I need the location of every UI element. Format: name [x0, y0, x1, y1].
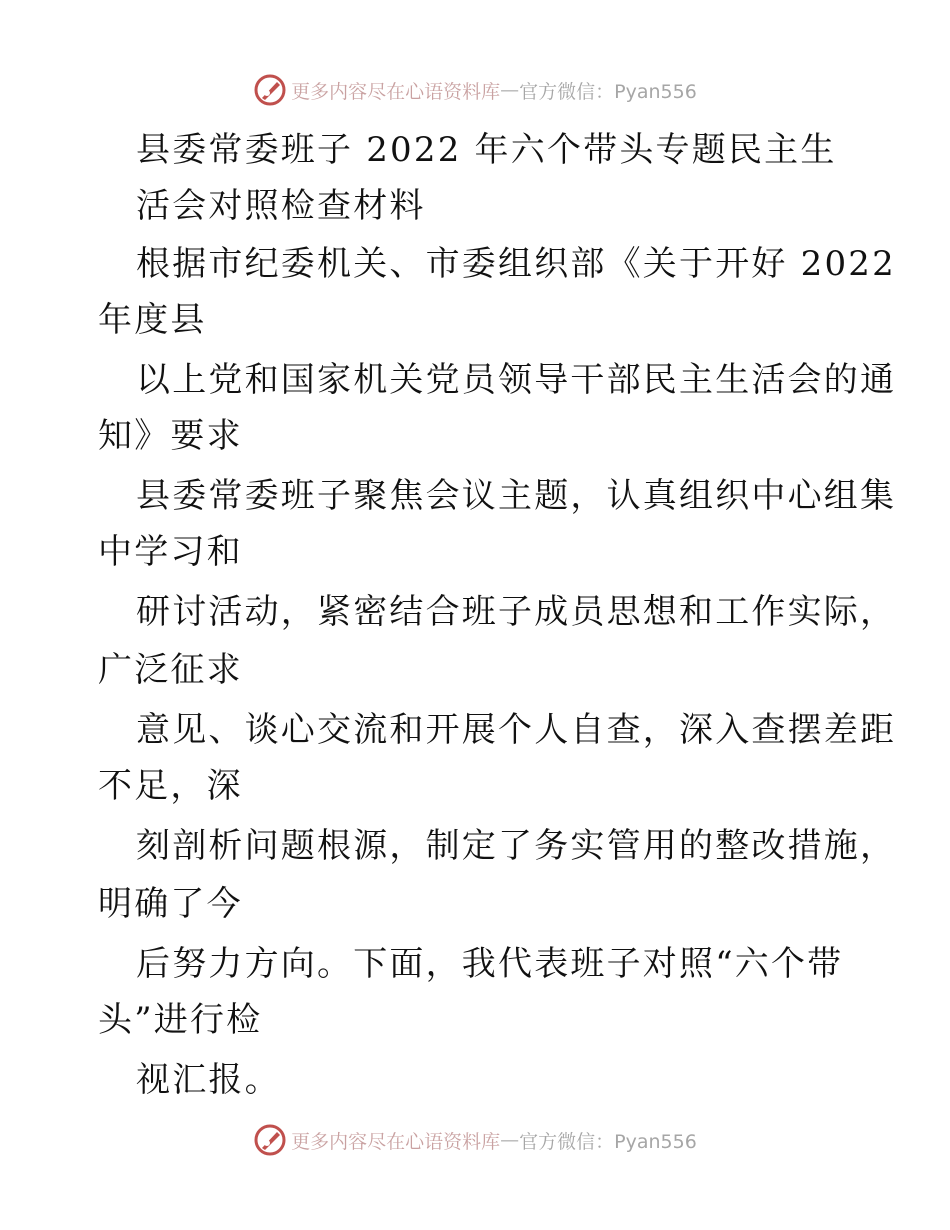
- paragraph-line: 意见、谈心交流和开展个人自查，深入查摆差距: [136, 710, 897, 750]
- paragraph-line: 以上党和国家机关党员领导干部民主生活会的通: [136, 360, 897, 400]
- quill-seal-icon: [253, 73, 287, 107]
- paragraph-line: 根据市纪委机关、市委组织部《关于开好 2022: [136, 244, 896, 284]
- paragraph-line: 头”进行检: [98, 1000, 263, 1040]
- paragraph-line: 广泛征求: [98, 650, 243, 690]
- paragraph-line: 中学习和: [98, 532, 243, 572]
- watermark-brand-text: 更多内容尽在心语资料库: [291, 80, 501, 103]
- paragraph-line: 县委常委班子聚焦会议主题，认真组织中心组集: [136, 476, 897, 516]
- paragraph-line: 研讨活动，紧密结合班子成员思想和工作实际，: [136, 592, 897, 632]
- paragraph-line: 视汇报。: [136, 1060, 281, 1100]
- watermark-separator: —: [500, 79, 520, 101]
- paragraph-line: 刻剖析问题根源，制定了务实管用的整改措施，: [136, 826, 897, 866]
- watermark-separator: —: [500, 1129, 520, 1151]
- paragraph-line: 不足，深: [98, 766, 243, 806]
- paragraph-line: 明确了今: [98, 884, 243, 924]
- watermark-brand-text: 更多内容尽在心语资料库: [291, 1130, 501, 1153]
- title-line-1: 县委常委班子 2022 年六个带头专题民主生: [136, 130, 837, 170]
- paragraph-line: 年度县: [98, 300, 207, 340]
- header-watermark: [0, 70, 950, 110]
- watermark-contact-text: 官方微信：Pyan556: [519, 1130, 697, 1153]
- footer-watermark: [0, 1120, 950, 1160]
- title-line-2: 活会对照检查材料: [136, 186, 426, 226]
- paragraph-line: 知》要求: [98, 416, 243, 456]
- watermark-contact-text: 官方微信：Pyan556: [519, 80, 697, 103]
- quill-seal-icon: [253, 1123, 287, 1157]
- paragraph-line: 后努力方向。下面，我代表班子对照“六个带: [136, 944, 844, 984]
